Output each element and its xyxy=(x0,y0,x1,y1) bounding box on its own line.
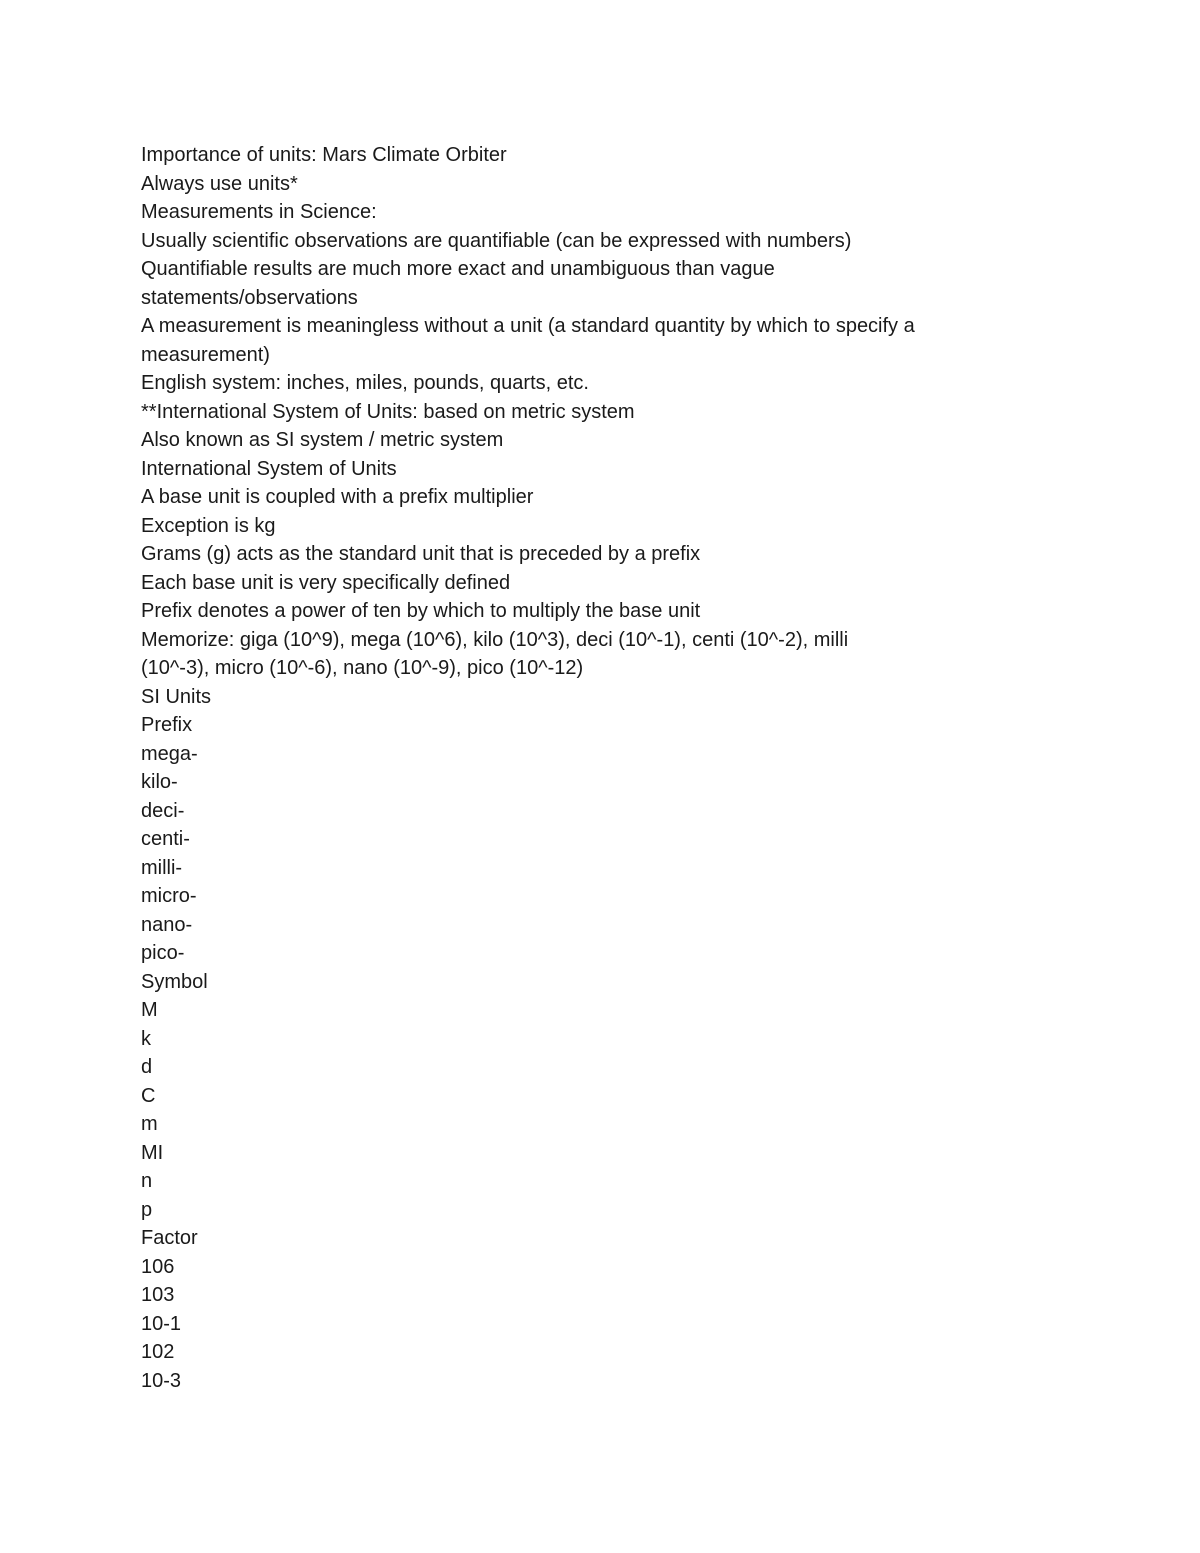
text-line: kilo- xyxy=(141,771,178,793)
text-line: International System of Units xyxy=(141,457,397,480)
text-line: milli- xyxy=(141,856,183,879)
text-line: Memorize: giga (10^9), mega (10^6), kilo (10^3), deci (10^-1), centi (10^-2), milli xyxy=(141,628,849,651)
text-line: nano- xyxy=(141,913,193,936)
text-line: English system: inches, miles, pounds, quarts, etc. xyxy=(141,372,589,394)
text-line: 103 xyxy=(141,1284,175,1306)
text-line: Also known as SI system / metric system xyxy=(141,429,504,451)
text-line: 10-1 xyxy=(141,1312,182,1335)
text-line: C xyxy=(141,1084,156,1107)
text-line: M xyxy=(141,999,158,1021)
text-line: mega- xyxy=(141,742,198,765)
text-line: **International System of Units: based on metric system xyxy=(141,400,635,423)
text-line: 106 xyxy=(141,1255,175,1278)
text-line: Grams (g) acts as the standard unit that is preceded by a prefix xyxy=(141,543,701,565)
text-line: n xyxy=(141,1170,153,1192)
text-line: Importance of units: Mars Climate Orbiter xyxy=(141,144,507,166)
text-line: SI Units xyxy=(141,685,212,708)
text-line: Quantifiable results are much more exact and unambiguous than vague xyxy=(141,258,775,280)
text-line: m xyxy=(141,1113,158,1135)
text-line: Symbol xyxy=(141,970,208,993)
text-line: k xyxy=(141,1027,151,1050)
text-line: pico- xyxy=(141,942,185,964)
text-line: A measurement is meaningless without a unit (a standard quantity by which to specify a xyxy=(141,315,915,337)
text-line: p xyxy=(141,1198,153,1221)
text-line: (10^-3), micro (10^-6), nano (10^-9), pico (10^-12) xyxy=(141,657,584,679)
text-line: A base unit is coupled with a prefix multiplier xyxy=(141,486,534,508)
text-line: Exception is kg xyxy=(141,514,276,537)
text-line: 10-3 xyxy=(141,1369,182,1392)
text-line: deci- xyxy=(141,799,185,822)
text-line: micro- xyxy=(141,885,197,907)
document-body xyxy=(141,141,1021,1395)
text-line: Each base unit is very specifically defined xyxy=(141,571,511,594)
text-line: statements/observations xyxy=(141,286,358,309)
text-line: d xyxy=(141,1056,153,1078)
text-line: Prefix denotes a power of ten by which to multiply the base unit xyxy=(141,600,701,622)
text-line: Measurements in Science: xyxy=(141,201,377,223)
text-line: measurement) xyxy=(141,343,270,366)
text-line: MI xyxy=(141,1141,164,1164)
text-line: centi- xyxy=(141,828,190,850)
text-line: Usually scientific observations are quantifiable (can be expressed with numbers) xyxy=(141,229,852,252)
text-line: Always use units* xyxy=(141,172,298,195)
text-line: Factor xyxy=(141,1227,198,1249)
text-line: Prefix xyxy=(141,714,193,736)
text-line: 102 xyxy=(141,1341,175,1363)
